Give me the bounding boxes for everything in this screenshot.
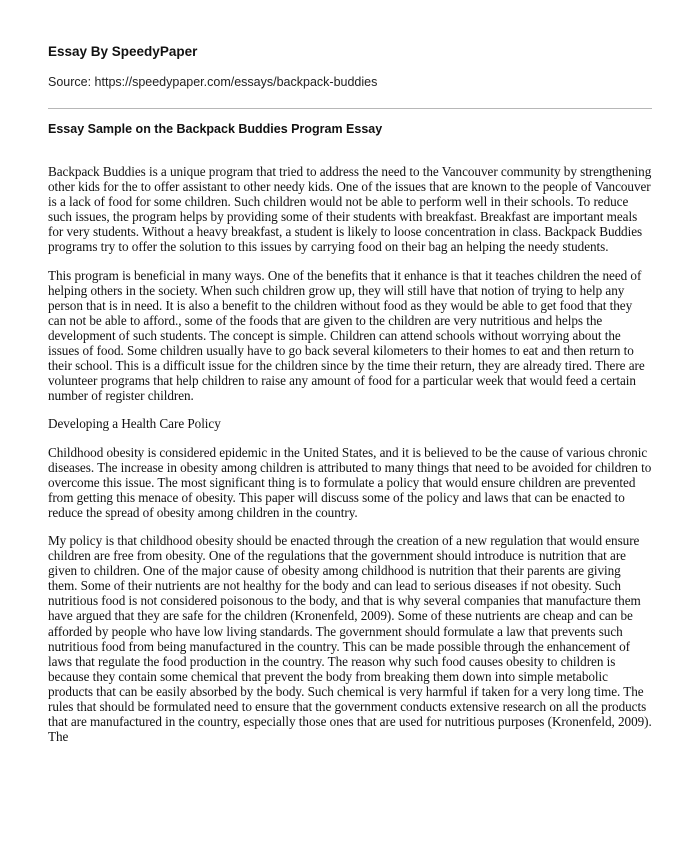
paragraph-policy: My policy is that childhood obesity should be enacted through the creation of a new regulation that would ensure children are free from obesity. One of the regulations that the government should introduce is nutrition that are given to children. One of the major cause of obesity among childhood is nutrition that their parents are giving them. Some of their nutrients are not healthy for the body and can lead to serious diseases if not obesity. Such nutritious food is not considered poisonous to the body, and that is why several companies that manufacture them have argued that they are safe for the children (Kronenfeld, 2009). Some of these nutrients are cheap and can be afforded by people who have low living standards. The government should formulate a law that prevents such nutritious food from being manufactured in the country. This can be made possible through the enhancement of laws that regulate the food production in the country. The reason why such food causes obesity to children is because they contain some chemical that prevent the body from breaking them down into simple metabolic products that can be easily absorbed by the body. Such chemical is very harmful if taken for a very long time. The rules that should be formulated need to ensure that the government conducts extensive research on all the products that are manufactured in the country, especially those ones that are used for nutritious purposes (Kronenfeld, 2009). The xyxy=(48,532,652,745)
essay-body xyxy=(48,164,652,757)
paragraph-benefits: This program is beneficial in many ways. One of the benefits that it enhance is that it teaches children the need of helping others in the society. When such children grow up, they will still have that notion of trying to help any person that is in need. It is also a benefit to the children without food as they would be able to get food that they can not be able to afford., some of the foods that are given to the children are very nutritious and helps the development of such students. The concept is simple. Children can attend schools without worrying about the issues of food. Some children usually have to go back several kilometers to their homes to eat and then return to their school. This is a difficult issue for the children since by the time their return, they are already tired. There are volunteer programs that help children to raise any amount of food for a particular week that would feed a certain number of register children. xyxy=(48,267,645,404)
section-heading: Developing a Health Care Policy xyxy=(48,416,221,432)
source-line: Source: https://speedypaper.com/essays/backpack-buddies xyxy=(48,75,378,89)
essay-title: Essay Sample on the Backpack Buddies Program Essay xyxy=(48,122,383,136)
paragraph-intro: Backpack Buddies is a unique program that tried to address the need to the Vancouver community by strengthening other kids for the to offer assistant to other needy kids. One of the issues that are known to the people of Vancouver is a lack of food for some children. Such children would not be able to perform well in their schools. To reduce such issues, the program helps by providing some of their students with breakfast. Breakfast are important meals for very students. Without a heavy breakfast, a student is likely to loose concentration in class. Backpack Buddies programs try to offer the solution to this issues by carrying food on their bag an helping the needy students. xyxy=(48,164,652,255)
site-title: Essay By SpeedyPaper xyxy=(48,44,198,59)
header-divider xyxy=(48,108,652,109)
paragraph-obesity: Childhood obesity is considered epidemic in the United States, and it is believed to be the cause of various chronic diseases. The increase in obesity among children is attributed to many things that need to be avoided for children to overcome this issue. The most significant thing is to formulate a policy that would ensure children are prevented from getting this menace of obesity. This paper will discuss some of the policy and laws that can be enacted to reduce the spread of obesity among children in the country. xyxy=(48,444,652,520)
